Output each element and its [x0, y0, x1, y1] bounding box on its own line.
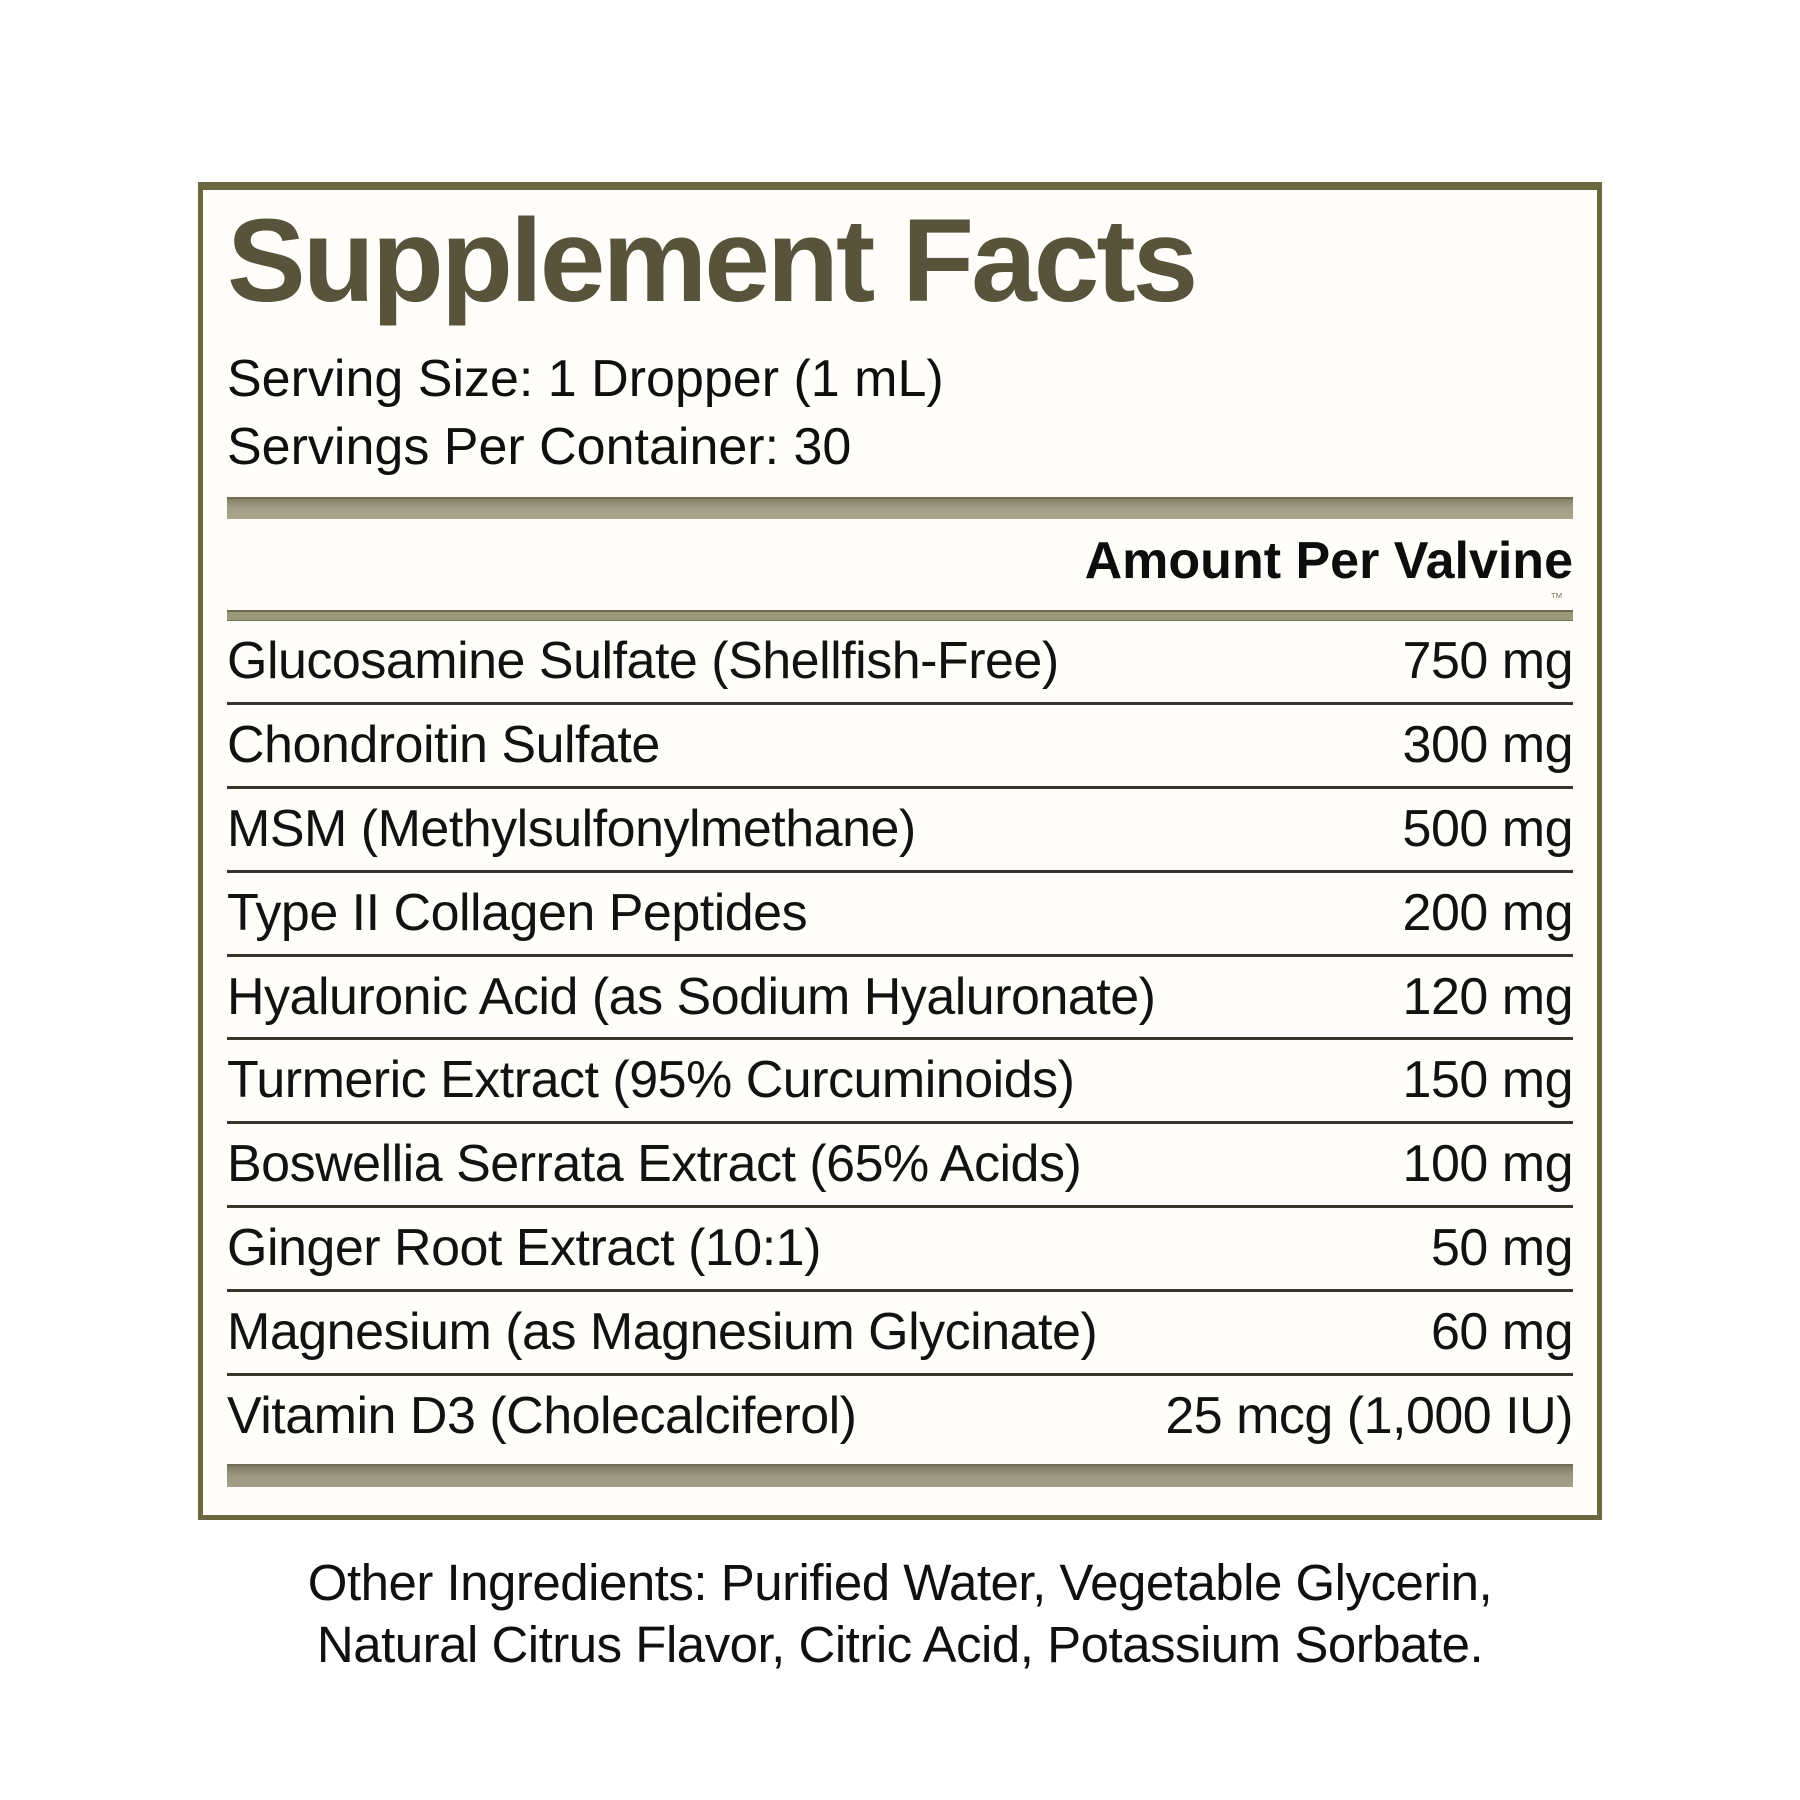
page-title: Supplement Facts	[227, 195, 1196, 327]
serving-info	[227, 346, 1573, 481]
table-row	[227, 1292, 1573, 1376]
ingredient-amount: 300 mg	[1402, 716, 1573, 775]
trademark-mark: ™	[1550, 590, 1563, 606]
ingredient-name: Chondroitin Sulfate	[227, 716, 660, 775]
amount-per-serving-header: Amount Per Valvine	[1084, 532, 1573, 591]
table-row	[227, 873, 1573, 957]
ingredient-amount: 200 mg	[1402, 883, 1573, 942]
table-row	[227, 621, 1573, 705]
ingredient-table	[227, 621, 1573, 1456]
ingredient-name: Type II Collagen Peptides	[227, 883, 808, 942]
supplement-facts-panel	[198, 182, 1602, 1520]
ingredient-name: Turmeric Extract (95% Curcuminoids)	[227, 1051, 1075, 1110]
ingredient-name: Glucosamine Sulfate (Shellfish-Free)	[227, 632, 1059, 691]
ingredient-amount: 25 mcg (1,000 IU)	[1165, 1386, 1573, 1445]
table-row	[227, 1124, 1573, 1208]
table-row	[227, 1376, 1573, 1457]
ingredient-amount: 60 mg	[1430, 1302, 1573, 1361]
ingredient-name: MSM (Methylsulfonylmethane)	[227, 799, 916, 858]
ingredient-amount: 100 mg	[1402, 1135, 1573, 1194]
divider-bar-top	[227, 497, 1573, 519]
ingredient-amount: 120 mg	[1402, 967, 1573, 1026]
servings-per-container-text: Servings Per Container: 30	[227, 417, 852, 476]
ingredient-amount: 150 mg	[1402, 1051, 1573, 1110]
serving-size-text: Serving Size: 1 Dropper (1 mL)	[227, 350, 944, 408]
ingredient-name: Magnesium (as Magnesium Glycinate)	[227, 1302, 1098, 1361]
ingredient-name: Vitamin D3 (Cholecalciferol)	[227, 1386, 857, 1445]
ingredient-name: Boswellia Serrata Extract (65% Acids)	[227, 1135, 1082, 1194]
ingredient-amount: 50 mg	[1430, 1218, 1573, 1277]
ingredient-name: Ginger Root Extract (10:1)	[227, 1218, 821, 1277]
ingredient-amount: 750 mg	[1402, 632, 1573, 691]
other-ingredients	[0, 1552, 1800, 1676]
divider-bar-header	[227, 610, 1573, 621]
other-ingredients-line1: Other Ingredients: Purified Water, Vegetable Glycerin,	[307, 1554, 1493, 1611]
table-row	[227, 789, 1573, 873]
ingredient-name: Hyaluronic Acid (as Sodium Hyaluronate)	[227, 967, 1156, 1026]
other-ingredients-line2: Natural Citrus Flavor, Citric Acid, Potassium Sorbate.	[316, 1616, 1484, 1674]
table-row	[227, 1208, 1573, 1292]
table-row	[227, 705, 1573, 789]
table-row	[227, 1040, 1573, 1124]
ingredient-amount: 500 mg	[1402, 799, 1573, 858]
divider-bar-bottom	[227, 1464, 1573, 1487]
table-row	[227, 957, 1573, 1041]
